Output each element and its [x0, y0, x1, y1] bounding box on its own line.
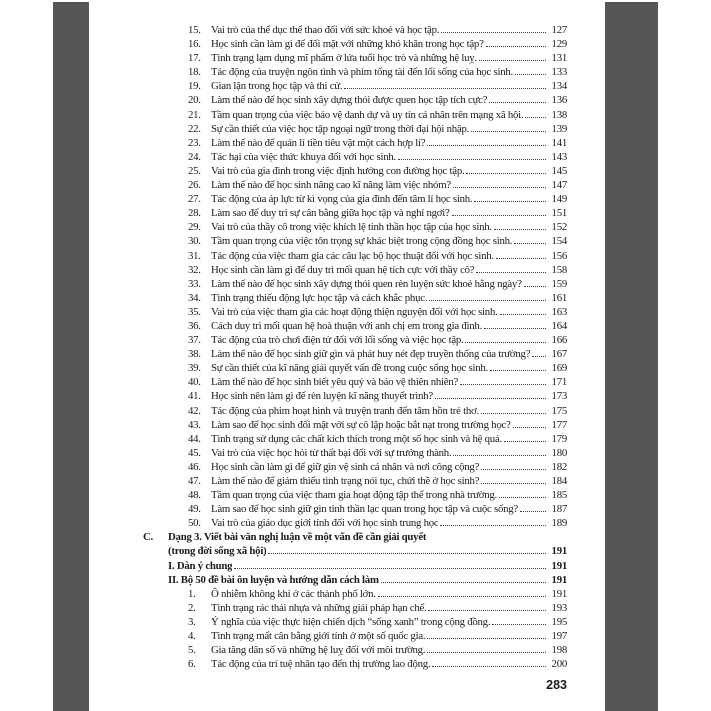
dot-leader	[524, 286, 546, 287]
entry-number: 40.	[188, 376, 201, 389]
entry-title: Học sinh cần làm gì để giữ gìn vệ sinh cá nhân và nơi công cộng?	[211, 460, 480, 473]
entry-number: 39.	[188, 362, 201, 375]
entry-number: 18.	[188, 66, 201, 79]
entry-number: 37.	[188, 334, 201, 347]
entry-page-number: 177	[551, 418, 567, 431]
dot-leader	[490, 370, 546, 371]
dot-leader	[514, 243, 546, 244]
toc-section-heading	[143, 530, 567, 544]
entry-page-number: 161	[551, 291, 567, 304]
toc-entry-row	[143, 418, 567, 432]
dot-leader	[481, 469, 546, 470]
toc-entry-row	[143, 51, 567, 65]
toc-entry-row	[143, 220, 567, 234]
entry-number: 30.	[188, 235, 201, 248]
entry-number: 33.	[188, 277, 201, 290]
dot-leader	[492, 624, 546, 625]
entry-number: 16.	[188, 38, 201, 51]
entry-page-number: 179	[551, 432, 567, 445]
entry-number: 28.	[188, 207, 201, 220]
entry-title: Làm thế nào để học sinh giữ gìn và phát huy nét đẹp truyền thống của trường?	[211, 348, 531, 361]
entry-page-number: 191	[551, 559, 567, 572]
toc-entry-row	[143, 601, 567, 615]
entry-title: Tác động của truyện ngôn tình và phim tổng tài đến lối sống của học sinh.	[211, 66, 513, 79]
entry-title: Sự cần thiết của kĩ năng giải quyết vấn đề trong cuộc sống học sinh.	[211, 362, 488, 375]
entry-page-number: 187	[551, 503, 567, 516]
right-scan-band	[605, 2, 658, 711]
dot-leader	[496, 258, 546, 259]
entry-page-number: 198	[551, 644, 567, 657]
dot-leader	[481, 483, 546, 484]
entry-page-number: 147	[551, 179, 567, 192]
entry-page-number: 156	[551, 249, 567, 262]
toc-entry-row	[143, 657, 567, 671]
entry-title: Học sinh nên làm gì để rèn luyện kĩ năng thuyết trình?	[211, 390, 433, 403]
entry-page-number: 154	[551, 235, 567, 248]
toc-entry-row	[143, 93, 567, 107]
dot-leader	[481, 413, 546, 414]
dot-leader	[452, 215, 546, 216]
toc-entry-row	[143, 432, 567, 446]
dot-leader	[428, 610, 546, 611]
dot-leader	[484, 328, 546, 329]
entry-page-number: 129	[551, 38, 567, 51]
entry-title: Tác động của việc tham gia các câu lạc bộ học thuật đối với học sinh.	[211, 249, 494, 262]
entry-number: 26.	[188, 179, 201, 192]
entry-page-number: 164	[551, 319, 567, 332]
entry-number: 17.	[188, 52, 201, 65]
entry-title: Tầm quan trọng của việc tôn trọng sự khác biệt trong cộng đồng học sinh.	[211, 235, 513, 248]
entry-number: 49.	[188, 503, 201, 516]
toc-entry-row	[143, 277, 567, 291]
entry-page-number: 191	[551, 573, 567, 586]
toc-entry-row	[143, 192, 567, 206]
entry-page-number: 159	[551, 277, 567, 290]
entry-number: 32.	[188, 263, 201, 276]
entry-page-number: 184	[551, 475, 567, 487]
toc-entry-row	[143, 23, 567, 37]
dot-leader	[466, 173, 546, 174]
dot-leader	[479, 60, 546, 61]
entry-title: Tình trạng rác thải nhựa và những giải pháp hạn chế.	[211, 601, 427, 614]
toc-entry-row	[143, 516, 567, 530]
entry-title: Tác động của phim hoạt hình và truyện tranh đến tâm hồn trẻ thơ.	[211, 404, 479, 417]
entry-title: Làm thế nào để quản lí tiền tiêu vặt một cách hợp lí?	[211, 136, 426, 149]
entry-title: Tác động của trò chơi điện tử đối với lối sống và việc học tập.	[211, 334, 464, 347]
entry-page-number: 149	[551, 193, 567, 206]
entry-number: 1.	[188, 587, 196, 600]
toc-entry-row	[143, 164, 567, 178]
entry-title: Làm thế nào để học sinh xây dựng thói quen rèn luyện sức khoẻ hằng ngày?	[211, 277, 522, 290]
entry-title: Tình trạng thiếu động lực học tập và cách khắc phục.	[211, 291, 428, 304]
dot-leader	[234, 568, 546, 569]
entry-title: Vai trò của thầy cô trong việc khích lệ tinh thần học tập của học sinh.	[211, 221, 492, 234]
entry-number: 46.	[188, 460, 201, 473]
entry-title: Vai trò của giáo dục giới tính đối với học sinh trung học	[211, 517, 439, 530]
dot-leader	[429, 300, 546, 301]
toc-entry-row	[143, 136, 567, 150]
toc-subheading-row	[143, 544, 567, 558]
entry-page-number: 180	[551, 446, 567, 459]
entry-page-number: 173	[551, 390, 567, 403]
entry-number: 50.	[188, 517, 201, 530]
entry-number: 24.	[188, 150, 201, 163]
dot-leader	[525, 117, 546, 118]
entry-title: Vai trò của việc tham gia các hoạt động thiện nguyện đối với học sinh.	[211, 305, 498, 318]
entry-number: 21.	[188, 108, 201, 121]
toc-entry-row	[143, 79, 567, 93]
entry-number: 42.	[188, 404, 201, 417]
entry-number: 19.	[188, 80, 201, 93]
toc-entry-row	[143, 361, 567, 375]
dot-leader	[441, 32, 546, 33]
toc-entry-row	[143, 488, 567, 502]
entry-page-number: 145	[551, 164, 567, 177]
entry-number: 27.	[188, 193, 201, 206]
dot-leader	[532, 356, 546, 357]
toc-entry-row	[143, 375, 567, 389]
dot-leader	[476, 272, 546, 273]
entry-title: II. Bộ 50 đề bài ôn luyện và hướng dẫn cách làm	[168, 573, 379, 586]
dot-leader	[504, 441, 546, 442]
toc-entry-row	[143, 249, 567, 263]
entry-title: Vai trò của thể dục thể thao đối với sức khoẻ và học tập.	[211, 24, 440, 36]
dot-leader	[440, 525, 546, 526]
entry-page-number: 182	[551, 460, 567, 473]
dot-leader	[427, 652, 546, 653]
toc-entry-row	[143, 206, 567, 220]
entry-page-number: 195	[551, 615, 567, 628]
dot-leader	[381, 582, 546, 583]
dot-leader	[432, 666, 546, 667]
entry-page-number: 152	[551, 221, 567, 234]
dot-leader	[268, 553, 546, 554]
entry-number: 48.	[188, 489, 201, 502]
dot-leader	[427, 145, 546, 146]
dot-leader	[513, 427, 546, 428]
toc-entry-row	[143, 347, 567, 361]
entry-title: Gian lận trong học tập và thi cử.	[211, 80, 343, 93]
dot-leader	[489, 102, 546, 103]
entry-page-number: 138	[551, 108, 567, 121]
toc-entry-row	[143, 502, 567, 516]
left-scan-band	[53, 2, 89, 711]
dot-leader	[520, 511, 546, 512]
entry-title: Sự cần thiết của việc học tập ngoại ngữ trong thời đại hội nhập.	[211, 122, 470, 135]
entry-title: Tình trạng mất cân bằng giới tính ở một số quốc gia.	[211, 630, 426, 643]
entry-title: (trong đời sống xã hội)	[168, 545, 267, 558]
entry-title: Làm thế nào để giảm thiểu tình trạng nói tục, chửi thề ở học sinh?	[211, 475, 480, 487]
dot-leader	[494, 229, 546, 230]
entry-number: 4.	[188, 630, 196, 643]
entry-page-number: 127	[551, 24, 567, 36]
entry-page-number: 131	[551, 52, 567, 65]
entry-page-number: 143	[551, 150, 567, 163]
entry-title: Cách duy trì mối quan hệ hoà thuận với anh chị em trong gia đình.	[211, 319, 483, 332]
toc-entry-row	[143, 474, 567, 488]
dot-leader	[465, 342, 546, 343]
toc-entry-row	[143, 37, 567, 51]
toc-entry-row	[143, 234, 567, 248]
dot-leader	[427, 638, 546, 639]
entry-title: Tầm quan trọng của việc bảo vệ danh dự và uy tín cá nhân trên mạng xã hội.	[211, 108, 524, 121]
entry-title: Làm thế nào để học sinh biết yêu quý và bảo vệ thiên nhiên?	[211, 376, 458, 389]
entry-page-number: 163	[551, 305, 567, 318]
toc-entry-row	[143, 629, 567, 643]
entry-title: Làm sao để học sinh giữ gìn tinh thần lạc quan trong học tập và cuộc sống?	[211, 503, 518, 516]
entry-page-number: 151	[551, 207, 567, 220]
entry-title: Làm sao để học sinh đối mặt với sự cô lập hoặc bắt nạt trong trường học?	[211, 418, 511, 431]
entry-title: Tầm quan trọng của việc tham gia hoạt động tập thể trong nhà trường.	[211, 489, 497, 502]
entry-page-number: 141	[551, 136, 567, 149]
entry-number: 2.	[188, 601, 196, 614]
entry-number: 43.	[188, 418, 201, 431]
entry-number: 29.	[188, 221, 201, 234]
entry-number: 35.	[188, 305, 201, 318]
entry-title: Ô nhiễm không khí ở các thành phố lớn.	[211, 587, 376, 600]
entry-page-number: 185	[551, 489, 567, 502]
entry-number: 31.	[188, 249, 201, 262]
entry-number: 23.	[188, 136, 201, 149]
entry-number: 44.	[188, 432, 201, 445]
toc-entry-row	[143, 319, 567, 333]
toc-entry-row	[143, 305, 567, 319]
toc-entry-row	[143, 108, 567, 122]
entry-page-number: 171	[551, 376, 567, 389]
toc-entry-row	[143, 122, 567, 136]
entry-number: 25.	[188, 164, 201, 177]
entry-page-number: 200	[551, 658, 567, 671]
entry-title: Làm thế nào để học sinh xây dựng thói được quen học tập tích cực?	[211, 94, 488, 107]
toc-entry-row	[143, 460, 567, 474]
toc-entry-row	[143, 65, 567, 79]
toc-entry-row	[143, 150, 567, 164]
entry-page-number: 134	[551, 80, 567, 93]
entry-title: Tình trạng lạm dụng mĩ phẩm ở lứa tuổi học trò và những hệ luỵ.	[211, 52, 477, 65]
entry-page-number: 158	[551, 263, 567, 276]
entry-title: Làm sao để duy trì sự cân bằng giữa học tập và nghỉ ngơi?	[211, 207, 450, 220]
toc-entry-row	[143, 178, 567, 192]
entry-page-number: 166	[551, 334, 567, 347]
dot-leader	[499, 497, 546, 498]
entry-number: 6.	[188, 658, 196, 671]
entry-number: 5.	[188, 644, 196, 657]
dot-leader	[515, 74, 546, 75]
toc-entry-row	[143, 263, 567, 277]
entry-title: Ý nghĩa của việc thực hiện chiến dịch “sống xanh” trong cộng đồng.	[211, 615, 491, 628]
entry-title: Gia tăng dân số và những hệ luỵ đối với môi trường.	[211, 644, 426, 657]
toc-entry-row	[143, 587, 567, 601]
entry-page-number: 197	[551, 630, 567, 643]
toc-entry-row	[143, 333, 567, 347]
entry-page-number: 189	[551, 517, 567, 530]
dot-leader	[453, 187, 546, 188]
entry-number: 22.	[188, 122, 201, 135]
dot-leader	[471, 131, 546, 132]
toc-subheading-row	[143, 559, 567, 573]
table-of-contents	[143, 23, 567, 671]
entry-number: 3.	[188, 615, 196, 628]
entry-page-number: 167	[551, 348, 567, 361]
entry-title: Vai trò của việc học hỏi từ thất bại đối với sự trưởng thành.	[211, 446, 452, 459]
entry-title: Tình trạng sử dụng các chất kích thích trong một số học sinh và hệ quả.	[211, 432, 502, 445]
entry-page-number: 191	[551, 587, 567, 600]
entry-number: 45.	[188, 446, 201, 459]
entry-number: 20.	[188, 94, 201, 107]
dot-leader	[378, 596, 546, 597]
entry-title: Học sinh cần làm gì để duy trì mối quan hệ tích cực với thầy cô?	[211, 263, 475, 276]
entry-page-number: 139	[551, 122, 567, 135]
entry-number: 36.	[188, 319, 201, 332]
entry-title: Tác hại của việc thức khuya đối với học sinh.	[211, 150, 396, 163]
entry-number: 47.	[188, 475, 201, 487]
toc-entry-row	[143, 446, 567, 460]
toc-entry-row	[143, 389, 567, 403]
toc-entry-row	[143, 404, 567, 418]
entry-page-number: 175	[551, 404, 567, 417]
dot-leader	[486, 46, 546, 47]
entry-title: Tác động của áp lực từ kì vọng của gia đình đến tâm lí học sinh.	[211, 193, 473, 206]
toc-subheading-row	[143, 573, 567, 587]
entry-title: Dạng 3. Viết bài văn nghị luận về một vấn đề cần giải quyết	[168, 531, 427, 544]
dot-leader	[500, 314, 546, 315]
toc-entry-row	[143, 291, 567, 305]
page-number: 283	[546, 678, 567, 692]
entry-title: Học sinh cần làm gì để đối mặt với những khó khăn trong học tập?	[211, 38, 484, 51]
entry-page-number: 136	[551, 94, 567, 107]
toc-entry-row	[143, 643, 567, 657]
entry-number: 41.	[188, 390, 201, 403]
dot-leader	[435, 398, 546, 399]
dot-leader	[398, 159, 546, 160]
dot-leader	[453, 455, 546, 456]
entry-number: 34.	[188, 291, 201, 304]
entry-title: Vai trò của gia đình trong việc định hướng con đường học tập.	[211, 164, 465, 177]
entry-title: Tác động của trí tuệ nhân tạo đến thị trường lao động.	[211, 658, 431, 671]
entry-number: C.	[143, 531, 153, 544]
toc-entry-row	[143, 615, 567, 629]
entry-page-number: 133	[551, 66, 567, 79]
entry-page-number: 193	[551, 601, 567, 614]
entry-number: 38.	[188, 348, 201, 361]
entry-title: Làm thế nào để học sinh nâng cao kĩ năng làm việc nhóm?	[211, 179, 451, 192]
dot-leader	[460, 384, 546, 385]
entry-number: 15.	[188, 24, 201, 36]
dot-leader	[474, 201, 546, 202]
dot-leader	[344, 88, 546, 89]
entry-page-number: 191	[551, 545, 567, 558]
entry-title: I. Dàn ý chung	[168, 559, 233, 572]
entry-page-number: 169	[551, 362, 567, 375]
